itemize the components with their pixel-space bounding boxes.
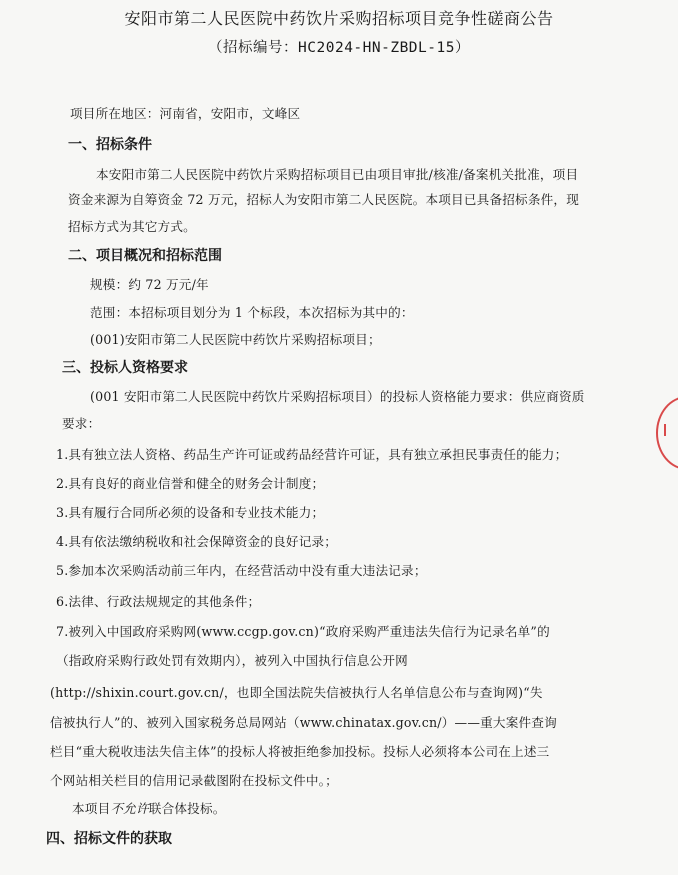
qualification-intro-1: (001 安阳市第二人民医院中药饮片采购招标项目）的投标人资格能力要求：供应商资质 — [90, 389, 585, 404]
qualification-intro-2: 要求： — [62, 416, 101, 431]
requirement-7-line-5: 栏目“重大税收违法失信主体”的投标人将被拒绝参加投标。投标人必须将本公司在上述三 — [50, 744, 550, 759]
requirement-7-line-1: 7.被列入中国政府采购网(www.ccgp.gov.cn)“政府采购严重违法失信行为记录名单”的 — [56, 624, 550, 639]
tender-code: （招标编号：HC2024-HN-ZBDL-15） — [208, 40, 470, 56]
requirement-6: 6.法律、行政法规规定的其他条件； — [56, 594, 261, 609]
requirement-3: 3.具有履行合同所必须的设备和专业技术能力； — [56, 505, 325, 520]
section1-line-1: 本安阳市第二人民医院中药饮片采购招标项目已由项目审批/核准/备案机关批准，项目 — [96, 167, 579, 182]
document-title: 安阳市第二人民医院中药饮片采购招标项目竞争性磋商公告 — [124, 9, 554, 28]
section-heading-4: 四、招标文件的获取 — [46, 831, 172, 847]
red-seal-mark — [664, 424, 674, 436]
requirement-7-line-6: 个网站相关栏目的信用记录截图附在投标文件中。； — [50, 773, 338, 788]
requirement-1: 1.具有独立法人资格、药品生产许可证或药品经营许可证，具有独立承担民事责任的能力； — [56, 447, 568, 462]
project-scale: 规模：约 72 万元/年 — [90, 277, 209, 292]
requirement-5: 5.参加本次采购活动前三年内，在经营活动中没有重大违法记录； — [56, 563, 427, 578]
project-scope: 范围：本招标项目划分为 1 个标段，本次招标为其中的： — [90, 305, 414, 320]
requirement-2: 2.具有良好的商业信誉和健全的财务会计制度； — [56, 476, 325, 491]
consortium-statement — [72, 798, 226, 817]
requirement-7-line-4: 信被执行人”的、被列入国家税务总局网站（www.chinatax.gov.cn/）——重大案件查询 — [50, 715, 557, 730]
section-heading-2: 二、项目概况和招标范围 — [68, 248, 222, 264]
section-heading-3: 三、投标人资格要求 — [62, 360, 188, 376]
consortium-prefix: 本项目 — [72, 801, 111, 816]
section1-line-2: 资金来源为自筹资金 72 万元，招标人为安阳市第二人民医院。本项目已具备招标条件，现 — [68, 192, 579, 207]
consortium-suffix: 联合体投标。 — [148, 801, 226, 816]
requirement-4: 4.具有依法缴纳税收和社会保障资金的良好记录； — [56, 534, 338, 549]
requirement-7-line-3: (http://shixin.court.gov.cn/，也即全国法院失信被执行人名单信息公布与查询网)“失 — [50, 685, 543, 700]
consortium-not-allowed: 不允许 — [110, 801, 149, 816]
requirement-7-line-2: （指政府采购行政处罚有效期内），被列入中国执行信息公开网 — [56, 653, 408, 668]
project-location: 项目所在地区：河南省，安阳市，文峰区 — [70, 106, 301, 121]
section-heading-1: 一、招标条件 — [68, 137, 152, 153]
section1-line-3: 招标方式为其它方式。 — [68, 219, 196, 234]
lot-item: (001)安阳市第二人民医院中药饮片采购招标项目； — [90, 332, 381, 347]
